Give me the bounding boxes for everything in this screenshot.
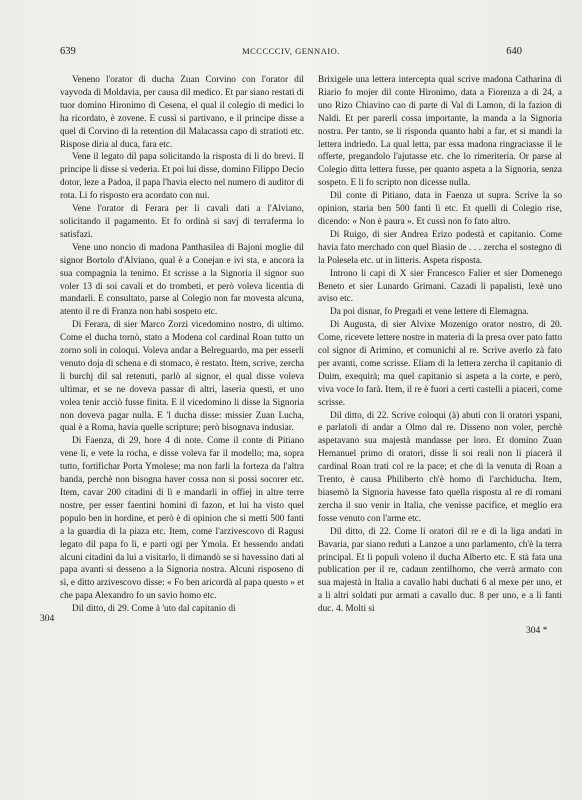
paragraph: Vene l'orator di Ferara per li cavali dati a l'Alviano, solicitando il pagamento. Et fo ordinà si savj di terraferma lo satisfazi. — [60, 204, 304, 240]
margin-number-right: 304 * — [526, 626, 548, 636]
paragraph: Di Ruigo, di sier Andrea Erizo podestà et capitanio. Come havia fato merchado con quel Biasio de . . . zercha el sostegno di la Polesela etc. ut in litteris. Aspeta risposta. — [318, 229, 562, 266]
paragraph: Da poi disnar, fo Pregadi et vene lettere di Elemagna. — [330, 307, 529, 318]
paragraph: Vene il legato dil papa solicitando la risposta di li do brevi. Il principe li disse si vederia. Et poi lui disse, domino Filippo Decio dotor, leze a Padoa, il papa l'havia electo nel numero di auditor di rota. Li fo risposto era acordato con nui. — [60, 152, 305, 202]
paragraph: Dil ditto, di 29. Come à 'uto dal capitanio di — [72, 604, 236, 615]
paragraph: Dil conte di Pitiano, data in Faenza ut supra. Scrive la so opinion, staria ben 500 fanti lì etc. Et quelli di Colegio rise, dicendo: « Non è paura ». Et cussì non fo fato altro. — [318, 191, 562, 227]
running-header — [60, 46, 522, 62]
paragraph: Dil ditto, di 22. Come li oratori dil re e di la liga andati in Bavaria, par siano reduti a Lanzoe a uno parlamento, ch'è la terra principal. Et li populi voleno il ducha Alberto etc. E stà fata una publication per il re, cadaun zentilhomo, che verrà armato con sua majestà in Italia a cavallo habi duchati 6 al mexe per uno, et a li altri soldati pur armati a cavallo duc. 8 per uno, e a li fanti duc. 4. Molti si — [318, 526, 562, 615]
paragraph: Vene uno noncio di madona Panthasilea di Bajoni moglie dil signor Bortolo d'Alviano, qual è a Conejan e ivi sta, e ancora la sua compagnia la tenimo. Et scrisse a la Signoria il signor suo voler 13 di soi cavali et do trombeti, et però voleva licentia di mandarli. E consultato, parse al Colegio non far movesta alcuna, atento il re di Franza non habi sospeto etc. — [60, 242, 304, 318]
paragraph: Brixigele una lettera intercepta qual scrive madona Catharina di Riario fo mojer dil conte Hironimo, data a Fiorenza a di 24, a uno Rizo Chiavino cao di parte di Val di Lamon, di la fazion di Naldi. Et per parerli cossa importante, la manda a la Signoria nostra. Per tanto, se li risponda quanto habi a far, et si mandi la lettera indriedo. La qual letta, par essa madona ringraciasse il le offerte, pregandolo l'ajutasse etc. che lo rimeriteria. Or parse al Colegio ditta lettera fusse, per quanto aspeta a la Signoria, senza sospeto. E li fo scripto non dicesse nulla. — [318, 75, 562, 189]
margin-number-left: 304 — [40, 614, 55, 624]
running-title: MCCCCCIV, GENNAIO. — [242, 46, 340, 56]
paragraph: Di Augusta, di sier Alvixe Mozenigo orator nostro, di 20. Come, ricevete lettere nostre in materia di la presa over pato fatto col signor di Arimino, et comunichi al re. Scrive averlo zà fato per avanti, come scrisse. Eliam di la lettera zercha il capitanio di Duim, exequirà; ma quel capitanio si aspeta a la corte, e però, viva voce lo farà. Item, il re è fuori a certi castelli a piaceri, come scrisse. — [318, 320, 562, 408]
paragraph: Introno li capi di X sier Francesco Falier et sier Domenego Beneto et sier Lunardo Grimani. Cazadi li papalisti, lexè uno aviso etc. — [318, 268, 562, 305]
page-number-right: 640 — [506, 46, 522, 57]
paragraph: Dil ditto, di 22. Scrive coloqui (à) abuti con li oratori yspani, e parlatoli di andar a Olmo dal re. Disseno non voler, perchè aspetavano sua majestà mandasse per loro. Et domino Zuan Hemanuel primo di oratori, disse li soi reali non li piacerà il cardinal Roan trati col re la pace; et che di la venuta di Roan a Trento, è causa Philiberto ch'è homo di l'archiducha. Item, biasemò la Signoria havesse fato quella risposta al re di romani zercha il suo venir in Italia, che venisse pacifice, et meglio era fosse venuto con l'arme etc. — [318, 410, 562, 524]
right-column — [318, 74, 562, 616]
paragraph: Di Faenza, di 29, hore 4 di note. Come il conte di Pitiano vene lì, e vete la rocha, e disse voleva far il modello; ma, sopra tutto, fortifichar Porta Ymolese; ma non farli la forteza da l'altra banda, perchè non bisogna haver cossa non si possi socorer etc. Item, cavar 200 citadini di lì e mandarli in offiej in altre terre nostre, per esser faentini homini di fazon, et lui ha visto quel populo ben in hordine, et però è di opinion che si metti 500 fanti a la guardia di la piaza etc. Item, come l'arzivescovo di Ragusi legato dil papa fo lì, e parti ogi per Ymola. Et hessendo andati alcuni citadini da lui a visitarlo, li dimandò se si havessino dati al papa avanti si desseno a la Signoria nostra. Alcuni risposeno di sì, e ditto arzivescovo disse: « Fo ben aricordà al papa questo » et che papa Alexandro fo un savio homo etc. — [60, 436, 304, 602]
paragraph: Di Ferara, di sier Marco Zorzi vicedomino nostro, di ultimo. Come el ducha tornò, stato a Modena col cardinal Roan tutto un zorno soli in coloqui. Voleva andar a Belreguardo, ma per esserli venuto doja di schena e di stomaco, è restato. Item, scrive, zercha li burchj dil sal retenuti, parlò al signor, el qual disse voleva ultimar, et se ne doveva passar di altri, laseria questi, et uno volea tenir acciò fusse finita. E il vicedomino li disse la Signoria non doveva pagar nulla. E 'l ducha disse: missier Zuan Lucha, qual è a Roma, havia quelle scripture; però bisognava indusiar. — [60, 320, 304, 434]
page-number-left: 639 — [60, 46, 76, 57]
left-column — [60, 74, 304, 616]
paragraph: Veneno l'orator di ducha Zuan Corvino con l'orator dil vayvoda di Moldavia, per causa dil medico. Et par siano restati di tuor domino Hironimo di Cesena, el qual il colegio di medici lo ha ricordato, è zovene. E cussì si partivano, e il principe disse a quel di Corvino di la retention dil Malacassa capo di stratioti etc. Rispose diria al duca, fara etc. — [60, 75, 304, 150]
